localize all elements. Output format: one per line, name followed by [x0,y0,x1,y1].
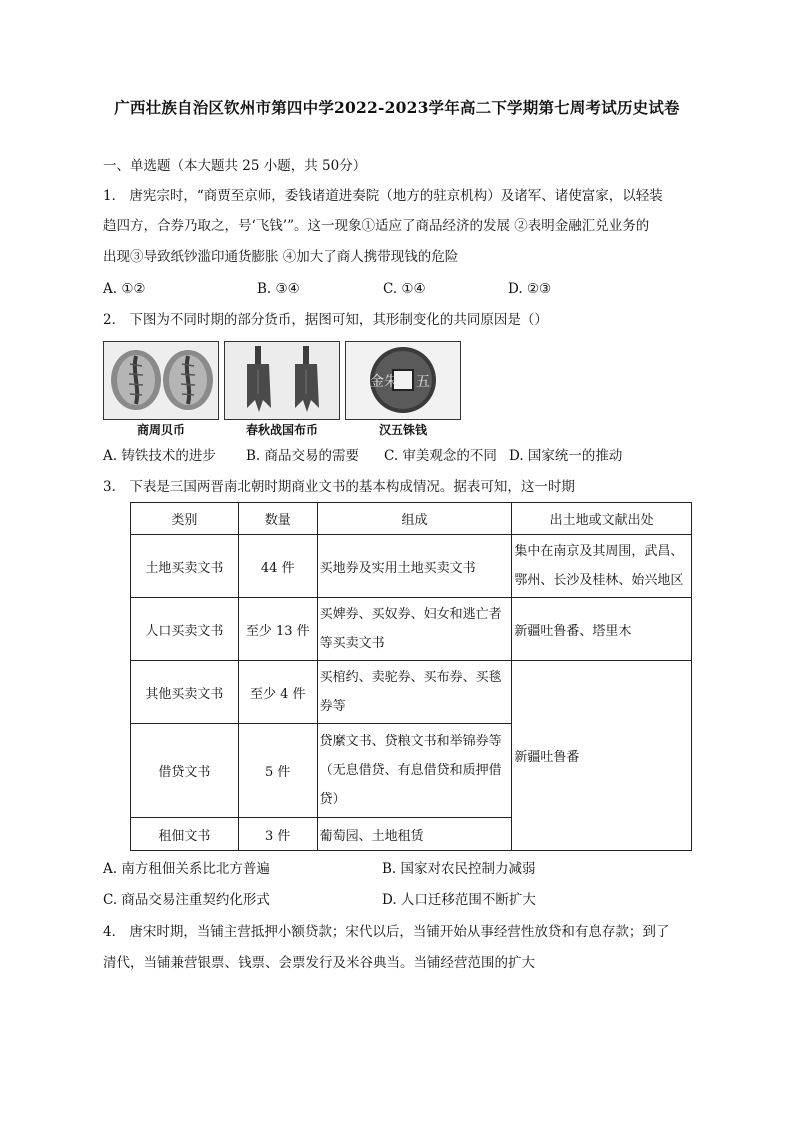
q4-stem-line2: 清代，当铺兼营银票、钱票、会票发行及米谷典当。当铺经营范围的扩大 [103,955,535,971]
q2-option-c: C. 审美观念的不同 [384,448,497,464]
q1-option-c: C. ①④ [383,281,426,297]
cell-composition: 买婢券、买奴券、妇女和逃亡者等买卖文书 [317,598,512,661]
cell-composition: 贷縻文书、贷粮文书和举锦券等（无息借贷、有息借贷和质押借贷） [317,724,512,818]
q3-stem: 3． 下表是三国两晋南北朝时期商业文书的基本构成情况。据表可知，这一时期 [103,479,575,495]
table-header: 类别 [131,503,239,535]
table-row [131,661,692,724]
table-header-row [131,503,692,535]
q1-stem-line1: 1． 唐宪宗时，“商贾至京师，委钱诸道进奏院（地方的驻京机构）及诸军、诸使富家，以轻装 [103,188,663,204]
cell-count: 至少 13 件 [238,598,317,661]
q2-option-a: A. 铸铁技术的进步 [103,448,216,464]
cell-count: 至少 4 件 [238,661,317,724]
q1-stem-line3: 出现③导致纸钞滥印通货膨胀 ④加大了商人携带现钱的危险 [103,249,459,265]
coin-glyph-left: 金朱 [370,374,398,390]
q1-option-b: B. ③④ [257,281,300,297]
q3-option-a: A. 南方租佃关系比北方普遍 [103,861,270,877]
cell-source: 新疆吐鲁番、塔里木 [512,598,692,661]
commerce-document-table [130,502,692,851]
shell-coin-icon [103,341,219,420]
cell-count: 44 件 [238,535,317,598]
cell-composition: 葡萄园、土地租赁 [317,818,512,851]
coin-label-shell: 商周贝币 [136,423,185,437]
table-header: 出土地或文献出处 [512,503,692,535]
cell-category: 土地买卖文书 [131,535,239,598]
round-coin-icon [345,341,461,420]
cell-category: 其他买卖文书 [131,661,239,724]
cell-count: 3 件 [238,818,317,851]
cell-category: 租佃文书 [131,818,239,851]
cell-count: 5 件 [238,724,317,818]
coin-label-round: 汉五铢钱 [378,423,427,437]
q1-option-d: D. ②③ [508,281,552,297]
q2-option-b: B. 商品交易的需要 [246,448,360,464]
q2-option-d: D. 国家统一的推动 [509,448,623,464]
q4-stem-line1: 4． 唐宋时期，当铺主营抵押小额贷款；宋代以后，当铺开始从事经营性放贷和有息存款；到了 [103,924,670,940]
q3-option-c: C. 商品交易注重契约化形式 [103,892,270,908]
table-header: 组成 [317,503,512,535]
coin-glyph-right: 五 [416,374,430,390]
cell-composition: 买地券及实用土地买卖文书 [317,535,512,598]
cell-category: 借贷文书 [131,724,239,818]
table-row [131,535,692,598]
q3-option-b: B. 国家对农民控制力减弱 [382,861,536,877]
spade-coin-icon [224,341,340,420]
section-heading: 一、单选题（本大题共 25 小题，共 50分） [103,158,367,174]
q2-stem: 2． 下图为不同时期的部分货币，据图可知，其形制变化的共同原因是（） [103,312,548,328]
cell-source-merged: 新疆吐鲁番 [512,661,692,851]
table-row [131,598,692,661]
coin-label-spade: 春秋战国布币 [245,423,318,437]
table-header: 数量 [238,503,317,535]
cell-category: 人口买卖文书 [131,598,239,661]
exam-title: 广西壮族自治区钦州市第四中学2022-2023学年高二下学期第七周考试历史试卷 [114,98,680,117]
q3-option-d: D. 人口迁移范围不断扩大 [382,892,536,908]
cell-source: 集中在南京及其周围，武昌、鄂州、长沙及桂林、始兴地区 [512,535,692,598]
q1-option-a: A. ①② [103,281,146,297]
cell-composition: 买棺约、卖驼券、买布券、买毯券等 [317,661,512,724]
q1-stem-line2: 趋四方，合券乃取之，号‘飞钱’”。这一现象①适应了商品经济的发展 ②表明金融汇兑业务的 [103,218,650,234]
